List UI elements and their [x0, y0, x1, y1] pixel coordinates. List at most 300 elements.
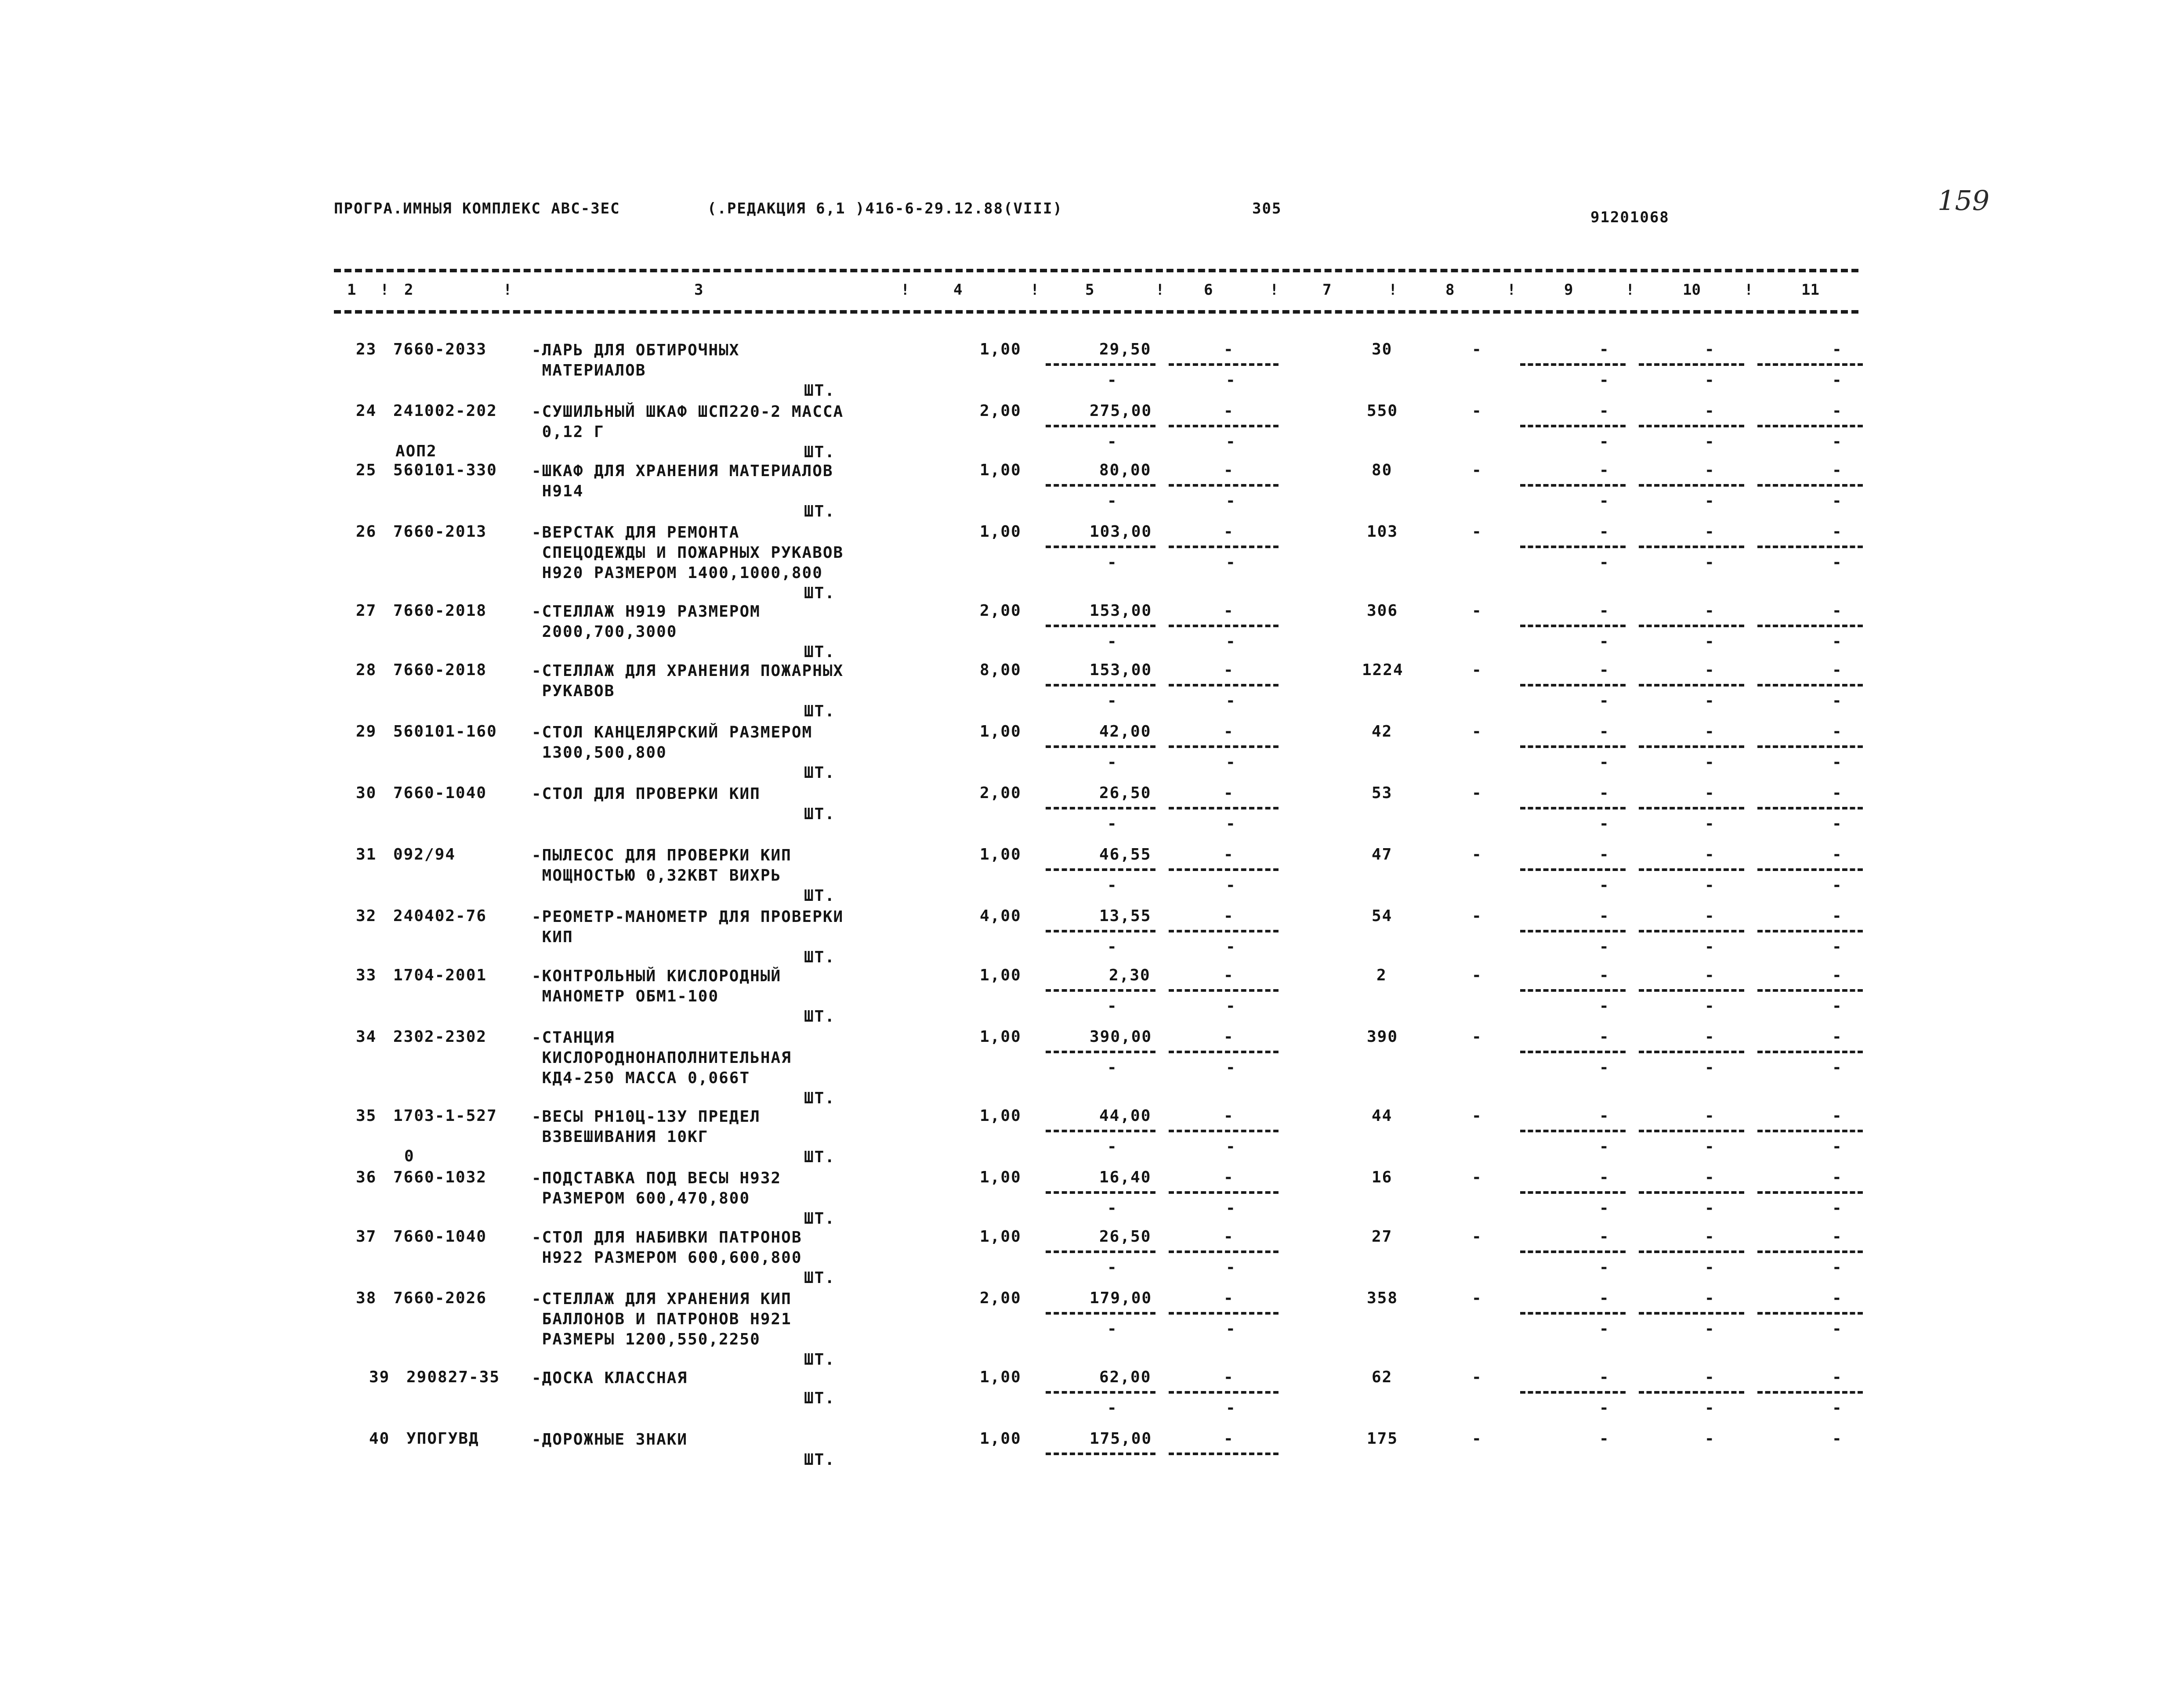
quantity: 1,00 [980, 461, 1021, 479]
column-9-dash: - [1599, 1289, 1609, 1307]
underline-price [1046, 807, 1155, 809]
column-8-dash: - [1472, 1168, 1481, 1186]
column-6-dash: - [1224, 784, 1233, 802]
column-8-dash: - [1472, 461, 1481, 479]
underline-price [1046, 1051, 1155, 1053]
subrow-dash: - [1832, 1059, 1842, 1077]
total-value: 30 [1372, 340, 1393, 358]
subrow-dash: - [1599, 876, 1609, 894]
unit-label: ШТ. [804, 1008, 836, 1026]
subrow-dash: - [1107, 1059, 1117, 1077]
column-6-dash: - [1224, 907, 1233, 925]
column-8-dash: - [1472, 661, 1481, 679]
handwritten-page-number: 159 [1938, 184, 1990, 217]
item-description: -КОНТРОЛЬНЫЙ КИСЛОРОДНЫЙ МАНОМЕТР ОБМ1-100 [532, 967, 782, 1005]
unit-price: 80,00 [1099, 461, 1152, 479]
row-number: 27 [356, 602, 377, 620]
underline-column-6 [1169, 1250, 1279, 1253]
subrow-dash: - [1599, 1258, 1609, 1276]
subrow-dash: - [1832, 753, 1842, 771]
column-10-dash: - [1705, 402, 1714, 420]
item-code: УПОГУВД [406, 1430, 479, 1448]
underline-column-6 [1169, 625, 1279, 627]
total-value: 390 [1367, 1028, 1398, 1046]
underline-column-9 [1520, 684, 1626, 687]
subrow-dash: - [1599, 1138, 1609, 1156]
underline-column-6 [1169, 1191, 1279, 1194]
quantity: 2,00 [980, 602, 1021, 620]
subrow-dash: - [1705, 632, 1714, 650]
underline-column-10 [1639, 1130, 1744, 1132]
subrow-dash: - [1107, 492, 1117, 510]
unit-price: 16,40 [1099, 1168, 1152, 1186]
column-separator: ! [1030, 281, 1039, 299]
subrow-dash: - [1832, 371, 1842, 389]
unit-price: 275,00 [1090, 402, 1152, 420]
underline-column-6 [1169, 1051, 1279, 1053]
column-10-dash: - [1705, 1289, 1714, 1307]
unit-price: 42,00 [1099, 723, 1152, 741]
column-11-dash: - [1832, 846, 1842, 864]
column-11-dash: - [1832, 402, 1842, 420]
item-code: 7660-1032 [393, 1168, 487, 1186]
underline-price [1046, 1391, 1155, 1394]
underline-price [1046, 930, 1155, 932]
subrow-dash: - [1226, 1399, 1235, 1417]
subrow-dash: - [1107, 1138, 1117, 1156]
subrow-dash: - [1705, 997, 1714, 1015]
subrow-dash: - [1832, 1320, 1842, 1338]
column-number-1: 1 [347, 281, 356, 299]
item-description: -СТОЛ ДЛЯ НАБИВКИ ПАТРОНОВ Н922 РАЗМЕРОМ 600,600,800 [532, 1229, 802, 1267]
quantity: 2,00 [980, 784, 1021, 802]
column-9-dash: - [1599, 907, 1609, 925]
column-separator: ! [1507, 281, 1516, 299]
underline-column-11 [1757, 1130, 1863, 1132]
item-code: 7660-2013 [393, 523, 487, 541]
underline-column-9 [1520, 363, 1626, 366]
underline-column-6 [1169, 989, 1279, 992]
underline-column-9 [1520, 425, 1626, 427]
column-number-7: 7 [1322, 281, 1332, 299]
column-8-dash: - [1472, 907, 1481, 925]
underline-price [1046, 425, 1155, 427]
underline-column-10 [1639, 684, 1744, 687]
subrow-dash: - [1705, 1199, 1714, 1217]
subrow-dash: - [1107, 632, 1117, 650]
unit-price: 26,50 [1099, 1228, 1152, 1246]
column-8-dash: - [1472, 1228, 1481, 1246]
underline-column-9 [1520, 1130, 1626, 1132]
subrow-dash: - [1832, 553, 1842, 571]
row-number: 39 [369, 1368, 390, 1386]
unit-price: 26,50 [1099, 784, 1152, 802]
underline-column-9 [1520, 1312, 1626, 1315]
item-code: 560101-160 [393, 723, 497, 741]
unit-price: 103,00 [1090, 523, 1152, 541]
column-6-dash: - [1224, 1289, 1233, 1307]
subrow-dash: - [1599, 1320, 1609, 1338]
underline-price [1046, 868, 1155, 871]
unit-label: ШТ. [804, 1269, 836, 1287]
subrow-dash: - [1599, 632, 1609, 650]
subrow-dash: - [1107, 997, 1117, 1015]
subrow-dash: - [1599, 997, 1609, 1015]
quantity: 1,00 [980, 1028, 1021, 1046]
subrow-dash: - [1832, 876, 1842, 894]
total-value: 44 [1372, 1107, 1393, 1125]
subrow-dash: - [1107, 692, 1117, 710]
underline-column-6 [1169, 425, 1279, 427]
column-6-dash: - [1224, 402, 1233, 420]
item-code-continued: АОП2 [395, 442, 437, 460]
underline-column-9 [1520, 989, 1626, 992]
column-6-dash: - [1224, 846, 1233, 864]
column-8-dash: - [1472, 340, 1481, 358]
underline-column-11 [1757, 989, 1863, 992]
unit-price: 13,55 [1099, 907, 1152, 925]
column-6-dash: - [1224, 1107, 1233, 1125]
underline-column-10 [1639, 1312, 1744, 1315]
column-9-dash: - [1599, 1028, 1609, 1046]
underline-column-11 [1757, 1312, 1863, 1315]
column-9-dash: - [1599, 340, 1609, 358]
subrow-dash: - [1226, 692, 1235, 710]
underline-column-10 [1639, 625, 1744, 627]
item-description: -ШКАФ ДЛЯ ХРАНЕНИЯ МАТЕРИАЛОВ Н914 [532, 462, 833, 500]
row-number: 33 [356, 966, 377, 984]
column-separator: ! [503, 281, 512, 299]
table-top-rule [334, 269, 1858, 272]
subrow-dash: - [1226, 997, 1235, 1015]
subrow-dash: - [1107, 1399, 1117, 1417]
underline-column-10 [1639, 1051, 1744, 1053]
row-number: 29 [356, 723, 377, 741]
column-6-dash: - [1224, 1028, 1233, 1046]
column-6-dash: - [1224, 340, 1233, 358]
column-6-dash: - [1224, 1228, 1233, 1246]
underline-column-6 [1169, 1391, 1279, 1394]
subrow-dash: - [1705, 876, 1714, 894]
unit-price: 175,00 [1090, 1430, 1152, 1448]
subrow-dash: - [1705, 1059, 1714, 1077]
column-9-dash: - [1599, 1168, 1609, 1186]
underline-column-9 [1520, 868, 1626, 871]
subrow-dash: - [1226, 632, 1235, 650]
subrow-dash: - [1599, 433, 1609, 451]
column-11-dash: - [1832, 1289, 1842, 1307]
subrow-dash: - [1107, 938, 1117, 956]
subrow-dash: - [1107, 433, 1117, 451]
column-6-dash: - [1224, 661, 1233, 679]
column-9-dash: - [1599, 402, 1609, 420]
subrow-dash: - [1832, 492, 1842, 510]
column-8-dash: - [1472, 1028, 1481, 1046]
item-code: 241002-202 [393, 402, 497, 420]
underline-column-6 [1169, 807, 1279, 809]
underline-column-9 [1520, 625, 1626, 627]
unit-label: ШТ. [804, 1148, 836, 1166]
total-value: 54 [1372, 907, 1393, 925]
row-number: 25 [356, 461, 377, 479]
underline-column-10 [1639, 1191, 1744, 1194]
subrow-dash: - [1705, 1320, 1714, 1338]
column-number-2: 2 [404, 281, 413, 299]
row-number: 36 [356, 1168, 377, 1186]
underline-price [1046, 745, 1155, 748]
quantity: 1,00 [980, 1368, 1021, 1386]
underline-column-6 [1169, 546, 1279, 548]
column-9-dash: - [1599, 602, 1609, 620]
quantity: 2,00 [980, 402, 1021, 420]
subrow-dash: - [1705, 815, 1714, 833]
column-number-10: 10 [1683, 281, 1701, 299]
row-number: 26 [356, 523, 377, 541]
item-description: -СТОЛ ДЛЯ ПРОВЕРКИ КИП [532, 785, 761, 803]
underline-column-11 [1757, 807, 1863, 809]
row-number: 35 [356, 1107, 377, 1125]
underline-column-11 [1757, 745, 1863, 748]
unit-price: 29,50 [1099, 340, 1152, 358]
column-10-dash: - [1705, 1430, 1714, 1448]
underline-price [1046, 546, 1155, 548]
unit-label: ШТ. [804, 702, 836, 720]
subrow-dash: - [1599, 553, 1609, 571]
quantity: 2,00 [980, 1289, 1021, 1307]
column-11-dash: - [1832, 1168, 1842, 1186]
column-10-dash: - [1705, 1107, 1714, 1125]
item-description: -ЛАРЬ ДЛЯ ОБТИРОЧНЫХ МАТЕРИАЛОВ [532, 341, 740, 379]
subrow-dash: - [1832, 1399, 1842, 1417]
subrow-dash: - [1705, 692, 1714, 710]
underline-column-6 [1169, 930, 1279, 932]
subrow-dash: - [1107, 876, 1117, 894]
column-8-dash: - [1472, 784, 1481, 802]
underline-column-9 [1520, 1051, 1626, 1053]
underline-column-11 [1757, 1191, 1863, 1194]
subrow-dash: - [1832, 1199, 1842, 1217]
column-6-dash: - [1224, 723, 1233, 741]
underline-price [1046, 484, 1155, 487]
underline-column-6 [1169, 745, 1279, 748]
column-9-dash: - [1599, 661, 1609, 679]
underline-price [1046, 1130, 1155, 1132]
item-description: -ДОСКА КЛАССНАЯ [532, 1369, 688, 1387]
subrow-dash: - [1226, 1059, 1235, 1077]
subrow-dash: - [1107, 1320, 1117, 1338]
column-10-dash: - [1705, 1368, 1714, 1386]
unit-price: 153,00 [1090, 602, 1152, 620]
quantity: 1,00 [980, 1107, 1021, 1125]
subrow-dash: - [1599, 1059, 1609, 1077]
subrow-dash: - [1599, 692, 1609, 710]
row-number: 32 [356, 907, 377, 925]
row-number: 38 [356, 1289, 377, 1307]
table-header-rule [334, 310, 1858, 314]
column-8-dash: - [1472, 523, 1481, 541]
total-value: 47 [1372, 846, 1393, 864]
item-code: 7660-1040 [393, 784, 487, 802]
column-11-dash: - [1832, 966, 1842, 984]
item-code: 2302-2302 [393, 1028, 487, 1046]
column-6-dash: - [1224, 1430, 1233, 1448]
row-number: 34 [356, 1028, 377, 1046]
total-value: 550 [1367, 402, 1398, 420]
column-separator: ! [901, 281, 910, 299]
column-10-dash: - [1705, 1228, 1714, 1246]
column-8-dash: - [1472, 1430, 1481, 1448]
underline-column-10 [1639, 868, 1744, 871]
column-8-dash: - [1472, 1107, 1481, 1125]
quantity: 4,00 [980, 907, 1021, 925]
quantity: 1,00 [980, 1430, 1021, 1448]
column-11-dash: - [1832, 523, 1842, 541]
unit-price: 46,55 [1099, 846, 1152, 864]
column-10-dash: - [1705, 461, 1714, 479]
underline-column-9 [1520, 1391, 1626, 1394]
item-description: -ВЕРСТАК ДЛЯ РЕМОНТА СПЕЦОДЕЖДЫ И ПОЖАРНЫХ РУКАВОВ Н920 РАЗМЕРОМ 1400,1000,800 [532, 524, 844, 582]
subrow-dash: - [1705, 1399, 1714, 1417]
unit-price: 179,00 [1090, 1289, 1152, 1307]
column-number-3: 3 [694, 281, 703, 299]
subrow-dash: - [1832, 632, 1842, 650]
subrow-dash: - [1705, 938, 1714, 956]
underline-column-6 [1169, 1453, 1279, 1455]
item-description: -ПОДСТАВКА ПОД ВЕСЫ Н932 РАЗМЕРОМ 600,470,800 [532, 1169, 782, 1207]
column-number-header [0, 281, 2184, 307]
subrow-dash: - [1107, 753, 1117, 771]
item-description: -РЕОМЕТР-МАНОМЕТР ДЛЯ ПРОВЕРКИ КИП [532, 908, 844, 946]
underline-column-11 [1757, 684, 1863, 687]
subrow-dash: - [1226, 371, 1235, 389]
underline-column-10 [1639, 807, 1744, 809]
column-number-9: 9 [1564, 281, 1573, 299]
column-separator: ! [1155, 281, 1165, 299]
total-value: 358 [1367, 1289, 1398, 1307]
column-11-dash: - [1832, 907, 1842, 925]
column-8-dash: - [1472, 1289, 1481, 1307]
item-code-continued: 0 [404, 1147, 415, 1165]
subrow-dash: - [1226, 1258, 1235, 1276]
underline-price [1046, 1453, 1155, 1455]
column-11-dash: - [1832, 1028, 1842, 1046]
item-code: 092/94 [393, 846, 456, 864]
unit-label: ШТ. [804, 382, 836, 400]
subrow-dash: - [1226, 1138, 1235, 1156]
unit-label: ШТ. [804, 643, 836, 661]
subrow-dash: - [1705, 753, 1714, 771]
column-11-dash: - [1832, 723, 1842, 741]
subrow-dash: - [1832, 938, 1842, 956]
underline-column-6 [1169, 484, 1279, 487]
underline-column-9 [1520, 745, 1626, 748]
underline-price [1046, 1312, 1155, 1315]
column-number-5: 5 [1085, 281, 1094, 299]
underline-column-11 [1757, 363, 1863, 366]
total-value: 27 [1372, 1228, 1393, 1246]
column-10-dash: - [1705, 602, 1714, 620]
subrow-dash: - [1226, 1199, 1235, 1217]
unit-label: ШТ. [804, 502, 836, 520]
column-separator: ! [1744, 281, 1753, 299]
unit-label: ШТ. [804, 805, 836, 823]
subrow-dash: - [1599, 815, 1609, 833]
total-value: 80 [1372, 461, 1393, 479]
unit-label: ШТ. [804, 1089, 836, 1107]
subrow-dash: - [1107, 815, 1117, 833]
quantity: 1,00 [980, 523, 1021, 541]
item-description: -СТАНЦИЯ КИСЛОРОДНОНАПОЛНИТЕЛЬНАЯ КД4-250 МАССА 0,066Т [532, 1029, 792, 1087]
unit-label: ШТ. [804, 1351, 836, 1369]
underline-column-11 [1757, 625, 1863, 627]
column-separator: ! [380, 281, 389, 299]
subrow-dash: - [1705, 492, 1714, 510]
underline-column-11 [1757, 1391, 1863, 1394]
column-10-dash: - [1705, 1028, 1714, 1046]
subrow-dash: - [1832, 997, 1842, 1015]
underline-column-9 [1520, 930, 1626, 932]
unit-price: 390,00 [1090, 1028, 1152, 1046]
column-9-dash: - [1599, 461, 1609, 479]
column-number-8: 8 [1445, 281, 1455, 299]
subrow-dash: - [1107, 1199, 1117, 1217]
underline-price [1046, 625, 1155, 627]
row-number: 28 [356, 661, 377, 679]
subrow-dash: - [1599, 938, 1609, 956]
total-value: 2 [1376, 966, 1387, 984]
column-8-dash: - [1472, 846, 1481, 864]
subrow-dash: - [1832, 692, 1842, 710]
subrow-dash: - [1107, 553, 1117, 571]
underline-column-10 [1639, 363, 1744, 366]
column-11-dash: - [1832, 1368, 1842, 1386]
column-11-dash: - [1832, 340, 1842, 358]
underline-column-10 [1639, 1391, 1744, 1394]
item-code: 7660-2018 [393, 661, 487, 679]
column-8-dash: - [1472, 402, 1481, 420]
column-9-dash: - [1599, 523, 1609, 541]
unit-price: 153,00 [1090, 661, 1152, 679]
item-description: -ДОРОЖНЫЕ ЗНАКИ [532, 1431, 688, 1449]
subrow-dash: - [1705, 553, 1714, 571]
quantity: 8,00 [980, 661, 1021, 679]
subrow-dash: - [1599, 753, 1609, 771]
total-value: 1224 [1362, 661, 1404, 679]
column-10-dash: - [1705, 966, 1714, 984]
total-value: 62 [1372, 1368, 1393, 1386]
subrow-dash: - [1226, 433, 1235, 451]
row-number: 31 [356, 846, 377, 864]
column-10-dash: - [1705, 907, 1714, 925]
column-10-dash: - [1705, 723, 1714, 741]
unit-price: 2,30 [1109, 966, 1151, 984]
subrow-dash: - [1599, 1399, 1609, 1417]
column-number-6: 6 [1204, 281, 1213, 299]
column-number-11: 11 [1801, 281, 1819, 299]
subrow-dash: - [1226, 876, 1235, 894]
column-9-dash: - [1599, 1228, 1609, 1246]
column-8-dash: - [1472, 966, 1481, 984]
column-separator: ! [1388, 281, 1398, 299]
underline-column-10 [1639, 930, 1744, 932]
subrow-dash: - [1107, 371, 1117, 389]
underline-column-10 [1639, 546, 1744, 548]
total-value: 103 [1367, 523, 1398, 541]
subrow-dash: - [1832, 815, 1842, 833]
quantity: 1,00 [980, 966, 1021, 984]
column-separator: ! [1270, 281, 1279, 299]
subrow-dash: - [1705, 433, 1714, 451]
